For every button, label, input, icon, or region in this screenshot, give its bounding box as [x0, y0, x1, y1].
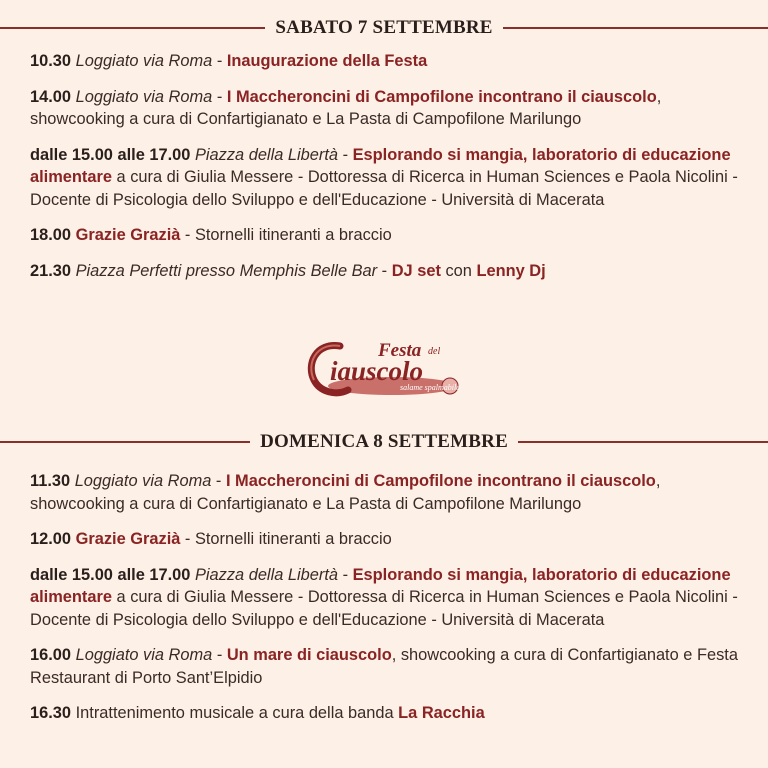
event-time: 12.00: [30, 530, 72, 548]
logo-subtitle-text: salame spalmabile: [400, 383, 460, 392]
event-time: dalle 15.00 alle 17.00: [30, 145, 191, 164]
event-item: [30, 470, 744, 515]
event-performer: La Racchia: [398, 704, 485, 722]
event-description: Intrattenimento musicale a cura della banda: [75, 704, 399, 722]
event-title: I Maccheroncini di Campofilone incontrano il ciauscolo: [225, 472, 656, 490]
event-place: Piazza Perfetti presso Memphis Belle Bar: [75, 261, 378, 280]
event-time: 16.00: [30, 646, 72, 664]
event-title: Esplorando si mangia, laboratorio di educazione alimentare: [30, 145, 731, 186]
event-time: 11.30: [30, 472, 71, 490]
event-place: Loggiato via Roma: [75, 87, 213, 106]
header-rule-right: [503, 27, 768, 29]
festa-ciauscolo-logo: [300, 334, 468, 404]
event-item: [30, 528, 744, 551]
event-title: Grazie Grazià: [75, 530, 181, 548]
event-title: I Maccheroncini di Campofilone incontrano il ciauscolo: [226, 87, 657, 106]
event-description: - Stornelli itineranti a braccio: [180, 226, 392, 244]
event-description: - Stornelli itineranti a braccio: [180, 530, 392, 548]
event-place: Loggiato via Roma: [75, 52, 213, 70]
event-separator: -: [377, 261, 392, 280]
event-title: Grazie Grazià: [75, 226, 181, 244]
event-separator: -: [338, 565, 353, 584]
section-title: SABATO 7 SETTEMBRE: [275, 17, 493, 38]
event-item: [30, 144, 744, 212]
event-title: Esplorando si mangia, laboratorio di educazione alimentare: [30, 565, 731, 606]
event-title: Un mare di ciauscolo: [226, 646, 392, 664]
event-description: , showcooking a cura di Confartigianato e Festa Restaurant di Porto Sant’Elpidio: [30, 646, 738, 687]
header-rule-right: [518, 441, 768, 443]
event-item: [30, 644, 744, 689]
event-item: [30, 50, 744, 73]
event-time: 18.00: [30, 226, 72, 244]
ciauscolo-logo-graphic: [300, 334, 468, 404]
section-title: DOMENICA 8 SETTEMBRE: [260, 431, 508, 452]
event-description: , showcooking a cura di Confartigianato e La Pasta di Campofilone Marilungo: [30, 472, 661, 513]
event-performer: Lenny Dj: [476, 261, 546, 280]
event-time: 10.30: [30, 52, 72, 70]
event-place: Loggiato via Roma: [75, 646, 213, 664]
event-title: Inaugurazione della Festa: [226, 52, 428, 70]
event-item: [30, 564, 744, 632]
event-time: 14.00: [30, 87, 72, 106]
event-description: con: [440, 261, 477, 280]
event-item: [30, 224, 744, 247]
header-rule-left: [0, 27, 265, 29]
logo-ciauscolo-text: iauscolo: [330, 356, 424, 386]
event-title: DJ set: [391, 261, 441, 280]
event-separator: -: [212, 87, 227, 106]
event-list-saturday: [30, 50, 744, 282]
logo-festa-text: Festa: [378, 340, 422, 361]
event-separator: -: [212, 646, 227, 664]
event-time: 16.30: [30, 704, 72, 722]
event-place: Piazza della Libertà: [194, 145, 339, 164]
event-separator: -: [211, 472, 226, 490]
event-description: a cura di Giulia Messere - Dottoressa di Ricerca in Human Sciences e Paola Nicolini - Docente di Psicologia dello Sviluppo e dell'Educazione - Università di Macerata: [30, 588, 738, 629]
event-item: [30, 702, 744, 725]
event-place: Loggiato via Roma: [74, 472, 212, 490]
section-header-saturday: [0, 16, 768, 40]
event-separator: -: [338, 145, 353, 164]
section-header-sunday: [0, 430, 768, 454]
event-item: [30, 260, 744, 283]
event-time: dalle 15.00 alle 17.00: [30, 565, 191, 584]
event-description: , showcooking a cura di Confartigianato e La Pasta di Campofilone Marilungo: [30, 87, 662, 128]
event-item: [30, 86, 744, 131]
header-rule-left: [0, 441, 250, 443]
event-place: Piazza della Libertà: [194, 565, 339, 584]
event-description: a cura di Giulia Messere - Dottoressa di Ricerca in Human Sciences e Paola Nicolini - Docente di Psicologia dello Sviluppo e dell'Educazione - Università di Macerata: [30, 168, 738, 209]
event-list-sunday: [30, 470, 744, 725]
event-time: 21.30: [30, 261, 72, 280]
logo-del-text: del: [428, 346, 441, 357]
event-separator: -: [212, 52, 227, 70]
